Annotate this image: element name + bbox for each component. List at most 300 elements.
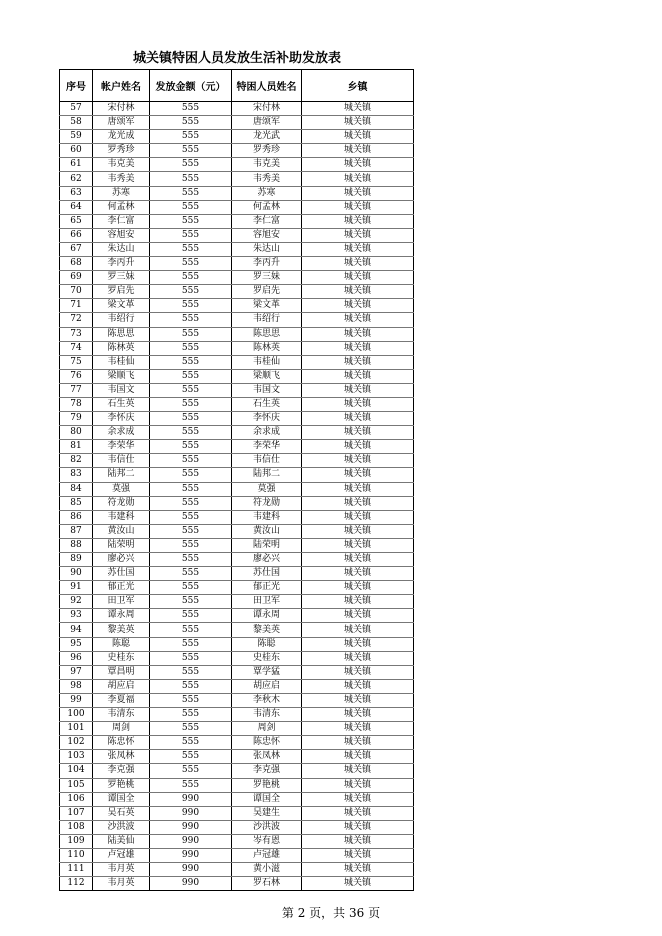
person-name-cell: 梁顺飞 <box>232 369 302 383</box>
person-name-cell: 沙洪波 <box>232 820 302 834</box>
table-row <box>60 299 414 313</box>
table-row <box>60 158 414 172</box>
amount-cell: 555 <box>150 538 232 552</box>
seq-cell: 89 <box>60 553 93 567</box>
seq-cell: 94 <box>60 623 93 637</box>
township-cell: 城关镇 <box>302 482 414 496</box>
header-account-name: 帐户姓名 <box>93 70 150 102</box>
person-name-cell: 龙光武 <box>232 130 302 144</box>
account-name-cell: 韦月英 <box>93 877 150 891</box>
person-name-cell: 余求成 <box>232 426 302 440</box>
person-name-cell: 韦克美 <box>232 158 302 172</box>
township-cell: 城关镇 <box>302 581 414 595</box>
table-row <box>60 412 414 426</box>
table-row <box>60 214 414 228</box>
seq-cell: 86 <box>60 510 93 524</box>
account-name-cell: 石生英 <box>93 397 150 411</box>
account-name-cell: 谭永周 <box>93 609 150 623</box>
seq-cell: 76 <box>60 369 93 383</box>
seq-cell: 106 <box>60 792 93 806</box>
person-name-cell: 宋付林 <box>232 102 302 116</box>
township-cell: 城关镇 <box>302 806 414 820</box>
table-body <box>60 102 414 891</box>
seq-cell: 95 <box>60 637 93 651</box>
township-cell: 城关镇 <box>302 679 414 693</box>
seq-cell: 75 <box>60 355 93 369</box>
township-cell: 城关镇 <box>302 609 414 623</box>
table-row <box>60 257 414 271</box>
account-name-cell: 张凤林 <box>93 750 150 764</box>
amount-cell: 990 <box>150 806 232 820</box>
person-name-cell: 罗艳桃 <box>232 778 302 792</box>
township-cell: 城关镇 <box>302 651 414 665</box>
seq-cell: 101 <box>60 722 93 736</box>
seq-cell: 68 <box>60 257 93 271</box>
person-name-cell: 谭国全 <box>232 792 302 806</box>
amount-cell: 555 <box>150 426 232 440</box>
person-name-cell: 梁文革 <box>232 299 302 313</box>
account-name-cell: 李克强 <box>93 764 150 778</box>
seq-cell: 93 <box>60 609 93 623</box>
amount-cell: 990 <box>150 863 232 877</box>
seq-cell: 112 <box>60 877 93 891</box>
person-name-cell: 罗启先 <box>232 285 302 299</box>
table-row <box>60 383 414 397</box>
table-row <box>60 820 414 834</box>
township-cell: 城关镇 <box>302 510 414 524</box>
amount-cell: 555 <box>150 299 232 313</box>
amount-cell: 555 <box>150 172 232 186</box>
amount-cell: 555 <box>150 609 232 623</box>
account-name-cell: 罗启先 <box>93 285 150 299</box>
person-name-cell: 韦绍行 <box>232 313 302 327</box>
person-name-cell: 韦桂仙 <box>232 355 302 369</box>
account-name-cell: 李仁富 <box>93 214 150 228</box>
account-name-cell: 黄汝山 <box>93 524 150 538</box>
account-name-cell: 韦建科 <box>93 510 150 524</box>
person-name-cell: 苏寒 <box>232 186 302 200</box>
person-name-cell: 石生英 <box>232 397 302 411</box>
table-row <box>60 327 414 341</box>
township-cell: 城关镇 <box>302 257 414 271</box>
account-name-cell: 陆邦二 <box>93 468 150 482</box>
township-cell: 城关镇 <box>302 496 414 510</box>
township-cell: 城关镇 <box>302 313 414 327</box>
table-row <box>60 581 414 595</box>
seq-cell: 90 <box>60 567 93 581</box>
seq-cell: 69 <box>60 271 93 285</box>
table-header-row <box>60 70 414 102</box>
amount-cell: 555 <box>150 595 232 609</box>
table-row <box>60 242 414 256</box>
account-name-cell: 廖必兴 <box>93 553 150 567</box>
township-cell: 城关镇 <box>302 623 414 637</box>
amount-cell: 555 <box>150 468 232 482</box>
account-name-cell: 唐颂军 <box>93 116 150 130</box>
person-name-cell: 吴建生 <box>232 806 302 820</box>
person-name-cell: 符龙勋 <box>232 496 302 510</box>
table-row <box>60 538 414 552</box>
account-name-cell: 苏寒 <box>93 186 150 200</box>
table-row <box>60 355 414 369</box>
amount-cell: 555 <box>150 271 232 285</box>
account-name-cell: 宋付林 <box>93 102 150 116</box>
seq-cell: 100 <box>60 708 93 722</box>
account-name-cell: 田卫军 <box>93 595 150 609</box>
person-name-cell: 郁正光 <box>232 581 302 595</box>
seq-cell: 92 <box>60 595 93 609</box>
person-name-cell: 张凤林 <box>232 750 302 764</box>
township-cell: 城关镇 <box>302 299 414 313</box>
amount-cell: 555 <box>150 567 232 581</box>
amount-cell: 555 <box>150 257 232 271</box>
seq-cell: 62 <box>60 172 93 186</box>
account-name-cell: 李怀庆 <box>93 412 150 426</box>
township-cell: 城关镇 <box>302 792 414 806</box>
person-name-cell: 周剑 <box>232 722 302 736</box>
seq-cell: 57 <box>60 102 93 116</box>
seq-cell: 70 <box>60 285 93 299</box>
seq-cell: 98 <box>60 679 93 693</box>
account-name-cell: 梁文革 <box>93 299 150 313</box>
seq-cell: 73 <box>60 327 93 341</box>
township-cell: 城关镇 <box>302 736 414 750</box>
person-name-cell: 黄汝山 <box>232 524 302 538</box>
account-name-cell: 覃昌明 <box>93 665 150 679</box>
seq-cell: 99 <box>60 693 93 707</box>
amount-cell: 990 <box>150 792 232 806</box>
table-row <box>60 679 414 693</box>
township-cell: 城关镇 <box>302 228 414 242</box>
account-name-cell: 符龙勋 <box>93 496 150 510</box>
amount-cell: 555 <box>150 285 232 299</box>
township-cell: 城关镇 <box>302 158 414 172</box>
township-cell: 城关镇 <box>302 116 414 130</box>
amount-cell: 990 <box>150 834 232 848</box>
table-row <box>60 806 414 820</box>
township-cell: 城关镇 <box>302 397 414 411</box>
person-name-cell: 李仁富 <box>232 214 302 228</box>
account-name-cell: 陈思思 <box>93 327 150 341</box>
seq-cell: 65 <box>60 214 93 228</box>
person-name-cell: 苏仕国 <box>232 567 302 581</box>
person-name-cell: 李荣华 <box>232 440 302 454</box>
header-person-name: 特困人员姓名 <box>232 70 302 102</box>
account-name-cell: 陈聪 <box>93 637 150 651</box>
township-cell: 城关镇 <box>302 172 414 186</box>
person-name-cell: 史桂东 <box>232 651 302 665</box>
account-name-cell: 陆美仙 <box>93 834 150 848</box>
person-name-cell: 韦信仕 <box>232 454 302 468</box>
amount-cell: 555 <box>150 327 232 341</box>
person-name-cell: 廖必兴 <box>232 553 302 567</box>
township-cell: 城关镇 <box>302 130 414 144</box>
seq-cell: 72 <box>60 313 93 327</box>
person-name-cell: 谭永周 <box>232 609 302 623</box>
account-name-cell: 苏仕国 <box>93 567 150 581</box>
amount-cell: 555 <box>150 693 232 707</box>
table-row <box>60 369 414 383</box>
amount-cell: 555 <box>150 708 232 722</box>
amount-cell: 555 <box>150 524 232 538</box>
township-cell: 城关镇 <box>302 102 414 116</box>
amount-cell: 990 <box>150 820 232 834</box>
person-name-cell: 陆邦二 <box>232 468 302 482</box>
person-name-cell: 罗三妹 <box>232 271 302 285</box>
account-name-cell: 郁正光 <box>93 581 150 595</box>
amount-cell: 555 <box>150 116 232 130</box>
table-row <box>60 834 414 848</box>
amount-cell: 555 <box>150 750 232 764</box>
person-name-cell: 李秋木 <box>232 693 302 707</box>
township-cell: 城关镇 <box>302 820 414 834</box>
table-row <box>60 778 414 792</box>
township-cell: 城关镇 <box>302 778 414 792</box>
amount-cell: 555 <box>150 313 232 327</box>
account-name-cell: 韦秀美 <box>93 172 150 186</box>
account-name-cell: 韦桂仙 <box>93 355 150 369</box>
account-name-cell: 容旭安 <box>93 228 150 242</box>
table-row <box>60 186 414 200</box>
township-cell: 城关镇 <box>302 426 414 440</box>
township-cell: 城关镇 <box>302 242 414 256</box>
township-cell: 城关镇 <box>302 524 414 538</box>
account-name-cell: 韦清东 <box>93 708 150 722</box>
township-cell: 城关镇 <box>302 553 414 567</box>
amount-cell: 555 <box>150 130 232 144</box>
amount-cell: 555 <box>150 102 232 116</box>
seq-cell: 104 <box>60 764 93 778</box>
person-name-cell: 陈忠怀 <box>232 736 302 750</box>
seq-cell: 87 <box>60 524 93 538</box>
seq-cell: 102 <box>60 736 93 750</box>
seq-cell: 59 <box>60 130 93 144</box>
township-cell: 城关镇 <box>302 693 414 707</box>
township-cell: 城关镇 <box>302 200 414 214</box>
table-row <box>60 848 414 862</box>
township-cell: 城关镇 <box>302 214 414 228</box>
township-cell: 城关镇 <box>302 834 414 848</box>
amount-cell: 555 <box>150 764 232 778</box>
seq-cell: 63 <box>60 186 93 200</box>
seq-cell: 109 <box>60 834 93 848</box>
seq-cell: 107 <box>60 806 93 820</box>
seq-cell: 83 <box>60 468 93 482</box>
person-name-cell: 李丙升 <box>232 257 302 271</box>
amount-cell: 555 <box>150 412 232 426</box>
table-row <box>60 313 414 327</box>
account-name-cell: 李丙升 <box>93 257 150 271</box>
person-name-cell: 覃学猛 <box>232 665 302 679</box>
table-row <box>60 468 414 482</box>
amount-cell: 555 <box>150 341 232 355</box>
amount-cell: 555 <box>150 397 232 411</box>
account-name-cell: 梁顺飞 <box>93 369 150 383</box>
person-name-cell: 陈聪 <box>232 637 302 651</box>
amount-cell: 990 <box>150 848 232 862</box>
amount-cell: 555 <box>150 623 232 637</box>
person-name-cell: 黄小滋 <box>232 863 302 877</box>
township-cell: 城关镇 <box>302 665 414 679</box>
township-cell: 城关镇 <box>302 369 414 383</box>
table-row <box>60 341 414 355</box>
seq-cell: 74 <box>60 341 93 355</box>
township-cell: 城关镇 <box>302 877 414 891</box>
township-cell: 城关镇 <box>302 567 414 581</box>
amount-cell: 555 <box>150 665 232 679</box>
account-name-cell: 胡应启 <box>93 679 150 693</box>
seq-cell: 85 <box>60 496 93 510</box>
account-name-cell: 卢冠雄 <box>93 848 150 862</box>
amount-cell: 555 <box>150 651 232 665</box>
amount-cell: 555 <box>150 242 232 256</box>
amount-cell: 555 <box>150 736 232 750</box>
account-name-cell: 韦月英 <box>93 863 150 877</box>
seq-cell: 80 <box>60 426 93 440</box>
amount-cell: 555 <box>150 637 232 651</box>
township-cell: 城关镇 <box>302 764 414 778</box>
township-cell: 城关镇 <box>302 271 414 285</box>
amount-cell: 555 <box>150 581 232 595</box>
table-row <box>60 693 414 707</box>
table-row <box>60 440 414 454</box>
township-cell: 城关镇 <box>302 355 414 369</box>
seq-cell: 61 <box>60 158 93 172</box>
table-row <box>60 510 414 524</box>
person-name-cell: 卢冠雄 <box>232 848 302 862</box>
page-number-footer: 第 2 页，共 36 页 <box>281 906 381 920</box>
table-row <box>60 595 414 609</box>
amount-cell: 555 <box>150 355 232 369</box>
table-row <box>60 172 414 186</box>
person-name-cell: 岑有恩 <box>232 834 302 848</box>
township-cell: 城关镇 <box>302 708 414 722</box>
account-name-cell: 黎美英 <box>93 623 150 637</box>
account-name-cell: 韦信仕 <box>93 454 150 468</box>
seq-cell: 88 <box>60 538 93 552</box>
account-name-cell: 沙洪波 <box>93 820 150 834</box>
seq-cell: 67 <box>60 242 93 256</box>
township-cell: 城关镇 <box>302 341 414 355</box>
table-row <box>60 285 414 299</box>
table-row <box>60 496 414 510</box>
table-row <box>60 200 414 214</box>
township-cell: 城关镇 <box>302 186 414 200</box>
person-name-cell: 陆荣明 <box>232 538 302 552</box>
amount-cell: 555 <box>150 482 232 496</box>
table-row <box>60 116 414 130</box>
seq-cell: 71 <box>60 299 93 313</box>
seq-cell: 103 <box>60 750 93 764</box>
account-name-cell: 陆荣明 <box>93 538 150 552</box>
table-row <box>60 271 414 285</box>
township-cell: 城关镇 <box>302 750 414 764</box>
seq-cell: 81 <box>60 440 93 454</box>
table-row <box>60 553 414 567</box>
amount-cell: 555 <box>150 553 232 567</box>
seq-cell: 110 <box>60 848 93 862</box>
table-row <box>60 426 414 440</box>
township-cell: 城关镇 <box>302 848 414 862</box>
person-name-cell: 容旭安 <box>232 228 302 242</box>
township-cell: 城关镇 <box>302 595 414 609</box>
township-cell: 城关镇 <box>302 327 414 341</box>
person-name-cell: 陈林英 <box>232 341 302 355</box>
amount-cell: 555 <box>150 383 232 397</box>
person-name-cell: 韦国文 <box>232 383 302 397</box>
header-township: 乡镇 <box>302 70 414 102</box>
person-name-cell: 田卫军 <box>232 595 302 609</box>
township-cell: 城关镇 <box>302 538 414 552</box>
township-cell: 城关镇 <box>302 412 414 426</box>
amount-cell: 555 <box>150 200 232 214</box>
person-name-cell: 黎美英 <box>232 623 302 637</box>
township-cell: 城关镇 <box>302 285 414 299</box>
table-row <box>60 736 414 750</box>
table-row <box>60 567 414 581</box>
seq-cell: 111 <box>60 863 93 877</box>
person-name-cell: 韦清东 <box>232 708 302 722</box>
seq-cell: 79 <box>60 412 93 426</box>
account-name-cell: 陈忠怀 <box>93 736 150 750</box>
table-row <box>60 228 414 242</box>
account-name-cell: 韦绍行 <box>93 313 150 327</box>
person-name-cell: 李怀庆 <box>232 412 302 426</box>
account-name-cell: 韦克美 <box>93 158 150 172</box>
seq-cell: 77 <box>60 383 93 397</box>
seq-cell: 60 <box>60 144 93 158</box>
township-cell: 城关镇 <box>302 863 414 877</box>
township-cell: 城关镇 <box>302 440 414 454</box>
seq-cell: 84 <box>60 482 93 496</box>
amount-cell: 555 <box>150 228 232 242</box>
account-name-cell: 罗秀珍 <box>93 144 150 158</box>
person-name-cell: 胡应启 <box>232 679 302 693</box>
account-name-cell: 何孟林 <box>93 200 150 214</box>
table-row <box>60 482 414 496</box>
table-row <box>60 102 414 116</box>
account-name-cell: 罗艳桃 <box>93 778 150 792</box>
seq-cell: 64 <box>60 200 93 214</box>
table-row <box>60 863 414 877</box>
account-name-cell: 周剑 <box>93 722 150 736</box>
account-name-cell: 李夏福 <box>93 693 150 707</box>
person-name-cell: 莫强 <box>232 482 302 496</box>
table-row <box>60 651 414 665</box>
amount-cell: 555 <box>150 440 232 454</box>
table-row <box>60 609 414 623</box>
amount-cell: 555 <box>150 496 232 510</box>
account-name-cell: 朱达山 <box>93 242 150 256</box>
account-name-cell: 史桂东 <box>93 651 150 665</box>
township-cell: 城关镇 <box>302 144 414 158</box>
seq-cell: 96 <box>60 651 93 665</box>
person-name-cell: 何孟林 <box>232 200 302 214</box>
township-cell: 城关镇 <box>302 722 414 736</box>
seq-cell: 58 <box>60 116 93 130</box>
amount-cell: 555 <box>150 454 232 468</box>
amount-cell: 555 <box>150 144 232 158</box>
table-row <box>60 637 414 651</box>
table-row <box>60 792 414 806</box>
page-title: 城关镇特困人员发放生活补助发放表 <box>132 51 341 66</box>
amount-cell: 990 <box>150 877 232 891</box>
table-row <box>60 524 414 538</box>
seq-cell: 78 <box>60 397 93 411</box>
account-name-cell: 陈林英 <box>93 341 150 355</box>
account-name-cell: 莫强 <box>93 482 150 496</box>
person-name-cell: 唐颂军 <box>232 116 302 130</box>
